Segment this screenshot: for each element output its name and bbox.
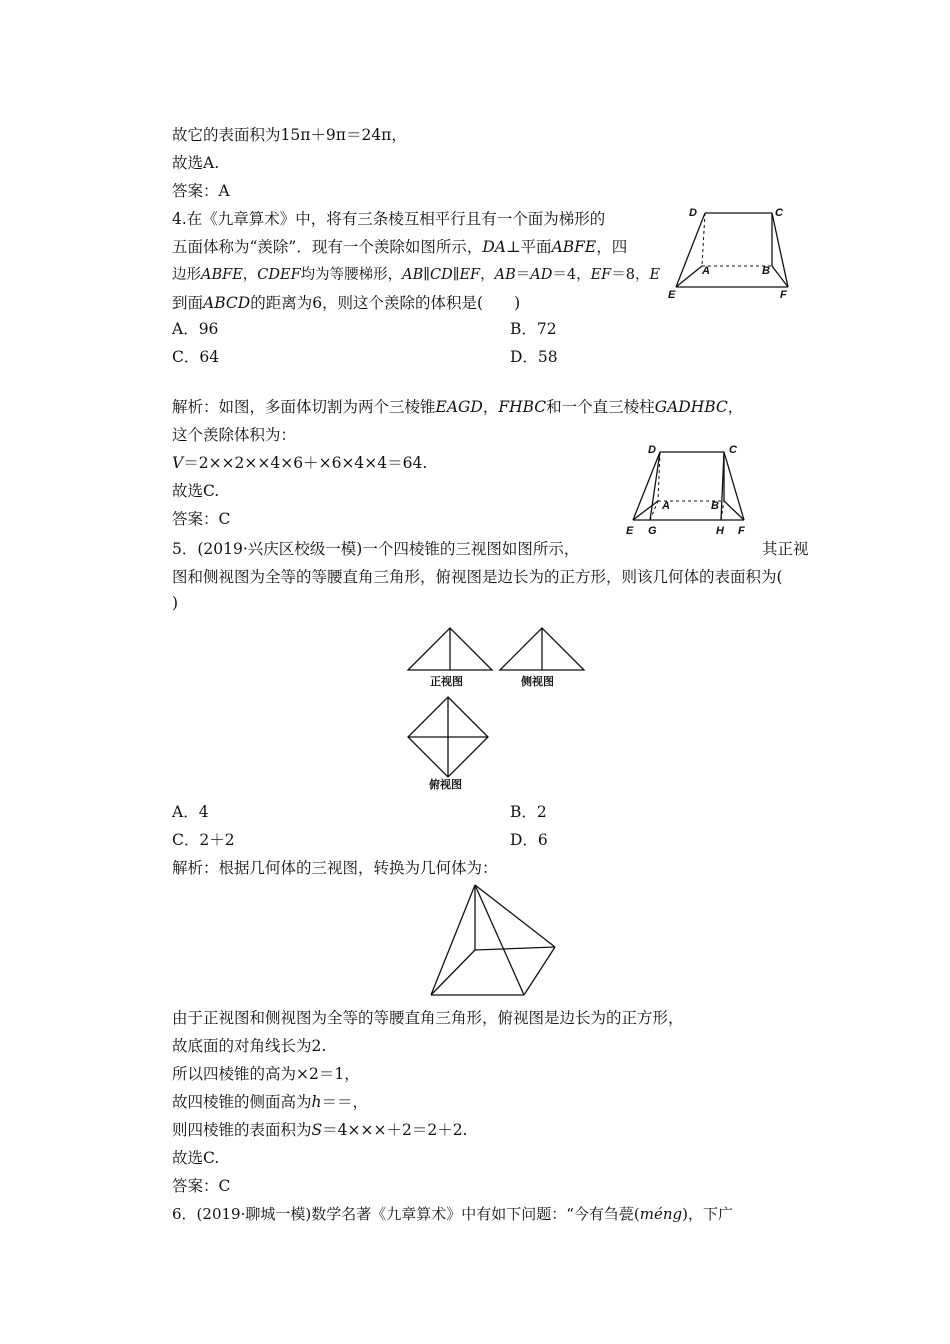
option-c: C．2＋2 bbox=[172, 831, 235, 849]
vertex-label: A bbox=[702, 265, 710, 277]
solution-4-line-1: 解析：如图，多面体切割为两个三棱锥EAGD，FHBC和一个直三棱柱GADHBC， bbox=[172, 398, 744, 416]
option-b: B．72 bbox=[510, 320, 557, 338]
question-5-line-3: ) bbox=[172, 594, 179, 612]
text-line: 故选A. bbox=[172, 154, 220, 172]
solution-5-line-7: 故选C. bbox=[172, 1149, 220, 1167]
option-b: B．2 bbox=[510, 803, 547, 821]
vertex-label: F bbox=[780, 289, 787, 301]
question-4-line-1: 4.在《九章算术》中，将有三条棱互相平行且有一个面为梯形的 bbox=[172, 210, 606, 228]
pyramid-figure bbox=[428, 882, 558, 998]
vertex-label: D bbox=[648, 444, 656, 456]
vertex-label: F bbox=[738, 525, 745, 537]
vertex-label: C bbox=[729, 444, 737, 456]
question-5-line-1: 5．(2019·兴庆区校级一模)一个四棱锥的三视图如图所示， bbox=[172, 540, 580, 558]
solution-5-line-3: 故底面的对角线长为2. bbox=[172, 1037, 327, 1055]
solution-4-line-3: V＝2××2××4×6＋×6×4×4＝64. bbox=[172, 454, 428, 472]
vertex-label: E bbox=[626, 525, 634, 537]
side-view-caption: 侧视图 bbox=[521, 675, 554, 688]
option-c: C．64 bbox=[172, 348, 220, 366]
solution-4-line-2: 这个羡除体积为： bbox=[172, 426, 297, 444]
side-view-figure bbox=[497, 625, 587, 673]
solution-5-line-1: 解析：根据几何体的三视图，转换为几何体为： bbox=[172, 859, 498, 877]
solution-5-line-4: 所以四棱锥的高为×2＝1， bbox=[172, 1065, 360, 1083]
option-a: A．96 bbox=[172, 320, 219, 338]
question-4-line-3: 边形ABFE，CDEF均为等腰梯形，AB∥CD∥EF，AB＝AD＝4，EF＝8，E bbox=[172, 267, 661, 283]
figure-xianchu-cut bbox=[620, 440, 760, 530]
top-view-caption: 俯视图 bbox=[429, 778, 462, 791]
question-4-line-4: 到面ABCD的距离为6，则这个羡除的体积是( ) bbox=[172, 294, 521, 312]
vertex-label: D bbox=[689, 207, 697, 219]
option-a: A．4 bbox=[172, 803, 209, 821]
answer-line: 答案：C bbox=[172, 1177, 231, 1195]
question-5-line-1-end: 其正视 bbox=[762, 540, 809, 558]
vertex-label: G bbox=[648, 525, 657, 537]
solution-4-line-4: 故选C. bbox=[172, 482, 220, 500]
solution-5-line-5: 故四棱锥的侧面高为h＝＝， bbox=[172, 1093, 369, 1111]
solution-5-line-6: 则四棱锥的表面积为S＝4×××＋2＝2＋2. bbox=[172, 1121, 468, 1139]
answer-line: 答案：A bbox=[172, 182, 230, 200]
question-6-line-1: 6．(2019·聊城一模)数学名著《九章算术》中有如下问题：“今有刍甍(méng)，下广 bbox=[172, 1205, 733, 1223]
top-view-figure bbox=[405, 694, 491, 780]
option-d: D．58 bbox=[510, 348, 558, 366]
answer-line: 答案：C bbox=[172, 510, 231, 528]
front-view-figure bbox=[405, 625, 495, 673]
vertex-label: B bbox=[711, 500, 719, 512]
vertex-label: E bbox=[668, 289, 676, 301]
solution-5-line-2: 由于正视图和侧视图为全等的等腰直角三角形，俯视图是边长为的正方形， bbox=[172, 1009, 684, 1027]
vertex-label: B bbox=[762, 265, 770, 277]
vertex-label: A bbox=[662, 500, 670, 512]
text-line: 故它的表面积为15π＋9π＝24π， bbox=[172, 126, 407, 144]
question-4-line-2: 五面体称为“羡除”．现有一个羡除如图所示，DA⊥平面ABFE，四 bbox=[172, 238, 628, 256]
vertex-label: H bbox=[716, 525, 724, 537]
figure-xianchu bbox=[660, 205, 800, 305]
vertex-label: C bbox=[775, 207, 783, 219]
question-5-line-2: 图和侧视图为全等的等腰直角三角形，俯视图是边长为的正方形，则该几何体的表面积为( bbox=[172, 568, 783, 586]
option-d: D．6 bbox=[510, 831, 548, 849]
front-view-caption: 正视图 bbox=[430, 675, 463, 688]
